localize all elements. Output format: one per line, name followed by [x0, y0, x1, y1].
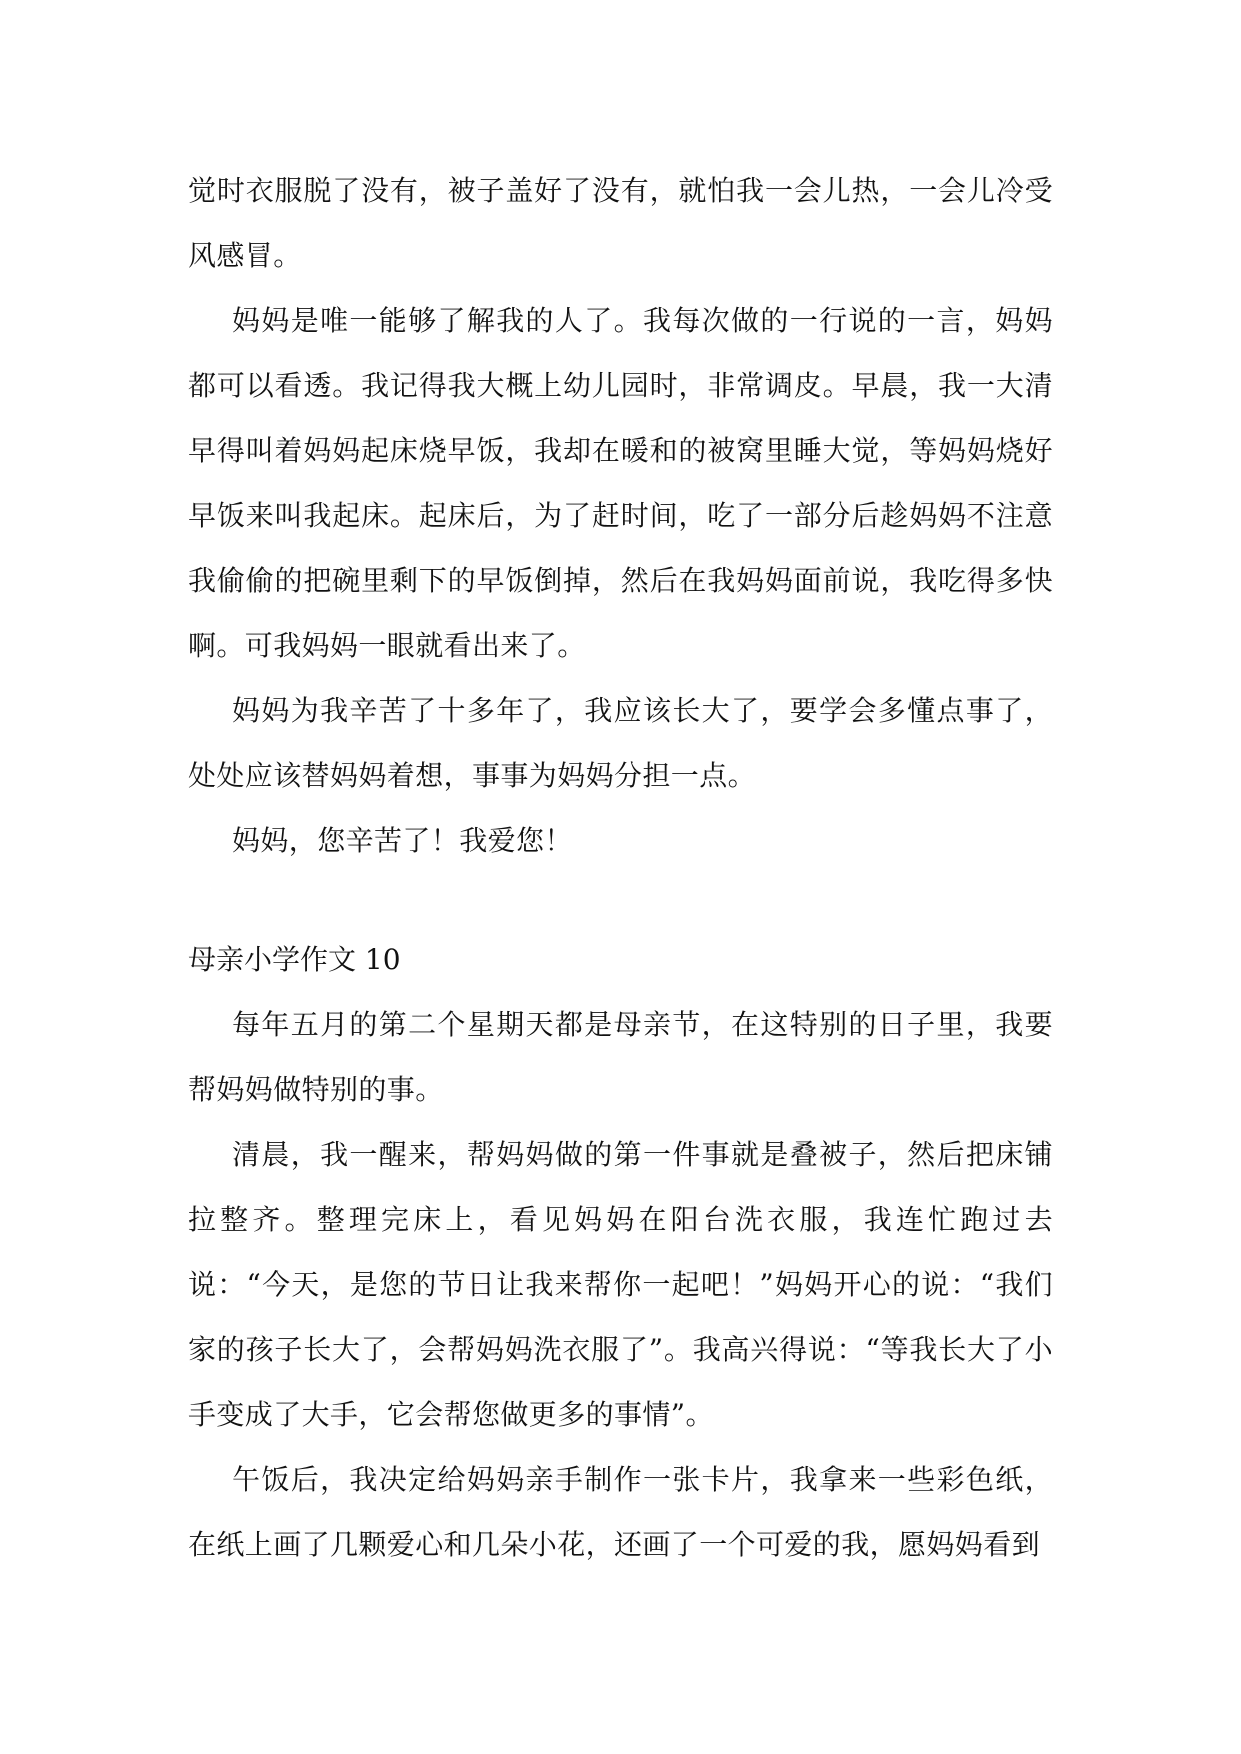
- paragraph: 清晨，我一醒来，帮妈妈做的第一件事就是叠被子，然后把床铺拉整齐。整理完床上，看见妈妈在阳台洗衣服，我连忙跑过去说：“今天，是您的节日让我来帮你一起吧！”妈妈开心的说：“我们家的孩子长大了，会帮妈妈洗衣服了”。我高兴得说：“等我长大了小手变成了大手，它会帮您做更多的事情”。: [188, 1138, 1053, 1431]
- document-body: [188, 158, 1053, 1577]
- paragraph: 午饭后，我决定给妈妈亲手制作一张卡片，我拿来一些彩色纸，在纸上画了几颗爱心和几朵小花，还画了一个可爱的我，愿妈妈看到: [188, 1463, 1053, 1561]
- paragraph: 每年五月的第二个星期天都是母亲节，在这特别的日子里，我要帮妈妈做特别的事。: [188, 1008, 1053, 1106]
- section-title: 母亲小学作文 10: [188, 943, 401, 976]
- paragraph: 妈妈为我辛苦了十多年了，我应该长大了，要学会多懂点事了，处处应该替妈妈着想，事事为妈妈分担一点。: [188, 694, 1053, 792]
- paragraph: 妈妈是唯一能够了解我的人了。我每次做的一行说的一言，妈妈都可以看透。我记得我大概上幼儿园时，非常调皮。早晨，我一大清早得叫着妈妈起床烧早饭，我却在暖和的被窝里睡大觉，等妈妈烧好早饭来叫我起床。起床后，为了赶时间，吃了一部分后趁妈妈不注意我偷偷的把碗里剩下的早饭倒掉，然后在我妈妈面前说，我吃得多快啊。可我妈妈一眼就看出来了。: [188, 304, 1053, 662]
- paragraph-continuation: 觉时衣服脱了没有，被子盖好了没有，就怕我一会儿热，一会儿冷受风感冒。: [188, 174, 1053, 272]
- paragraph-closing: 妈妈，您辛苦了！我爱您！: [232, 824, 573, 857]
- section-spacer: [188, 873, 1053, 927]
